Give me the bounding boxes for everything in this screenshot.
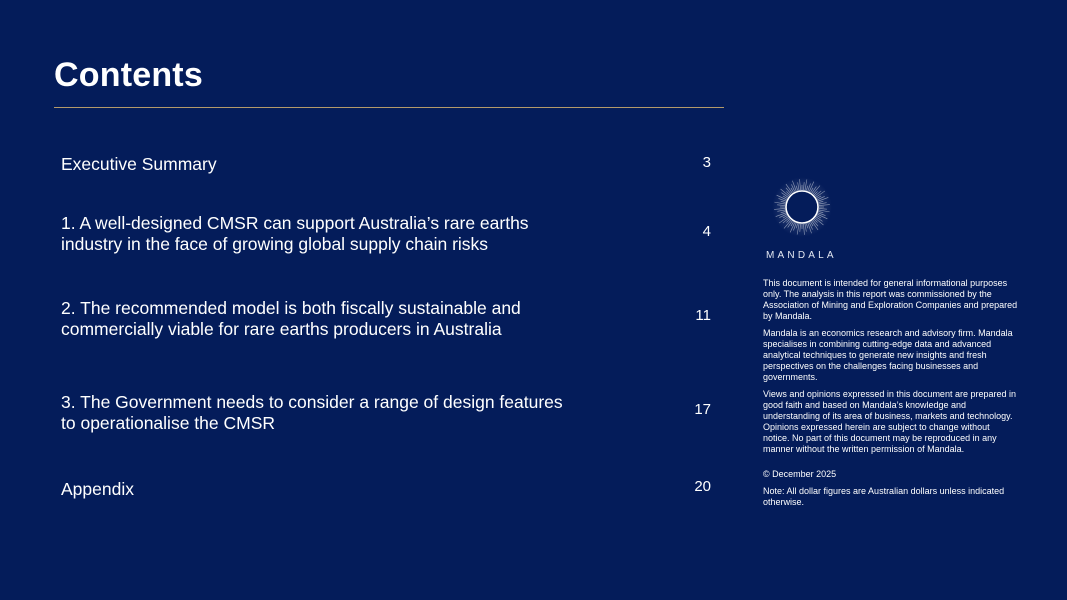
currency-note-text: Note: All dollar figures are Australian dollars unless indicated otherwise. <box>763 486 1005 507</box>
mandala-wordmark: MANDALA <box>766 250 837 261</box>
disclaimer-panel <box>763 278 1018 514</box>
toc-entry-page-number: 4 <box>702 223 711 240</box>
toc-entry-label: Appendix <box>61 479 134 499</box>
toc-entry-page-number: 11 <box>695 307 711 324</box>
about-mandala-text: Mandala is an economics research and advisory firm. Mandala specialises in combining cutting-edge data and advanced analytical techniques to generate new insights and fresh perspectives on the challenges facing businesses and governments. <box>763 328 1013 382</box>
views-opinions-text: Views and opinions expressed in this document are prepared in good faith and based on Mandala’s knowledge and understanding of its area of business, markets and technology. Opinions expressed herein are subject to change without notice. No part of this document may be reproduced in any manner without the written permission of Mandala. <box>763 389 1016 454</box>
toc-entry-label: 2. The recommended model is both fiscally sustainable and commercially viable for rare earths producers in Australia <box>61 298 521 339</box>
toc-entry-page-number: 20 <box>694 478 711 495</box>
mandala-logo-icon <box>764 176 844 240</box>
toc-entry-page-number: 3 <box>702 154 711 171</box>
toc-entry-label: 3. The Government needs to consider a range of design features to operationalise the CMSR <box>61 392 563 433</box>
toc-entry-page-number: 17 <box>694 401 711 418</box>
disclaimer-purpose-text: This document is intended for general informational purposes only. The analysis in this report was commissioned by the Association of Mining and Exploration Companies and prepared by Mandala. <box>763 278 1018 321</box>
toc-entry-label: 1. A well-designed CMSR can support Australia’s rare earths industry in the face of growing global supply chain risks <box>61 213 529 254</box>
page-title: Contents <box>54 56 203 94</box>
title-divider <box>54 107 724 108</box>
mandala-logo-icon <box>764 176 844 240</box>
toc-entry-label: Executive Summary <box>61 154 217 174</box>
copyright-text: © December 2025 <box>763 469 837 479</box>
